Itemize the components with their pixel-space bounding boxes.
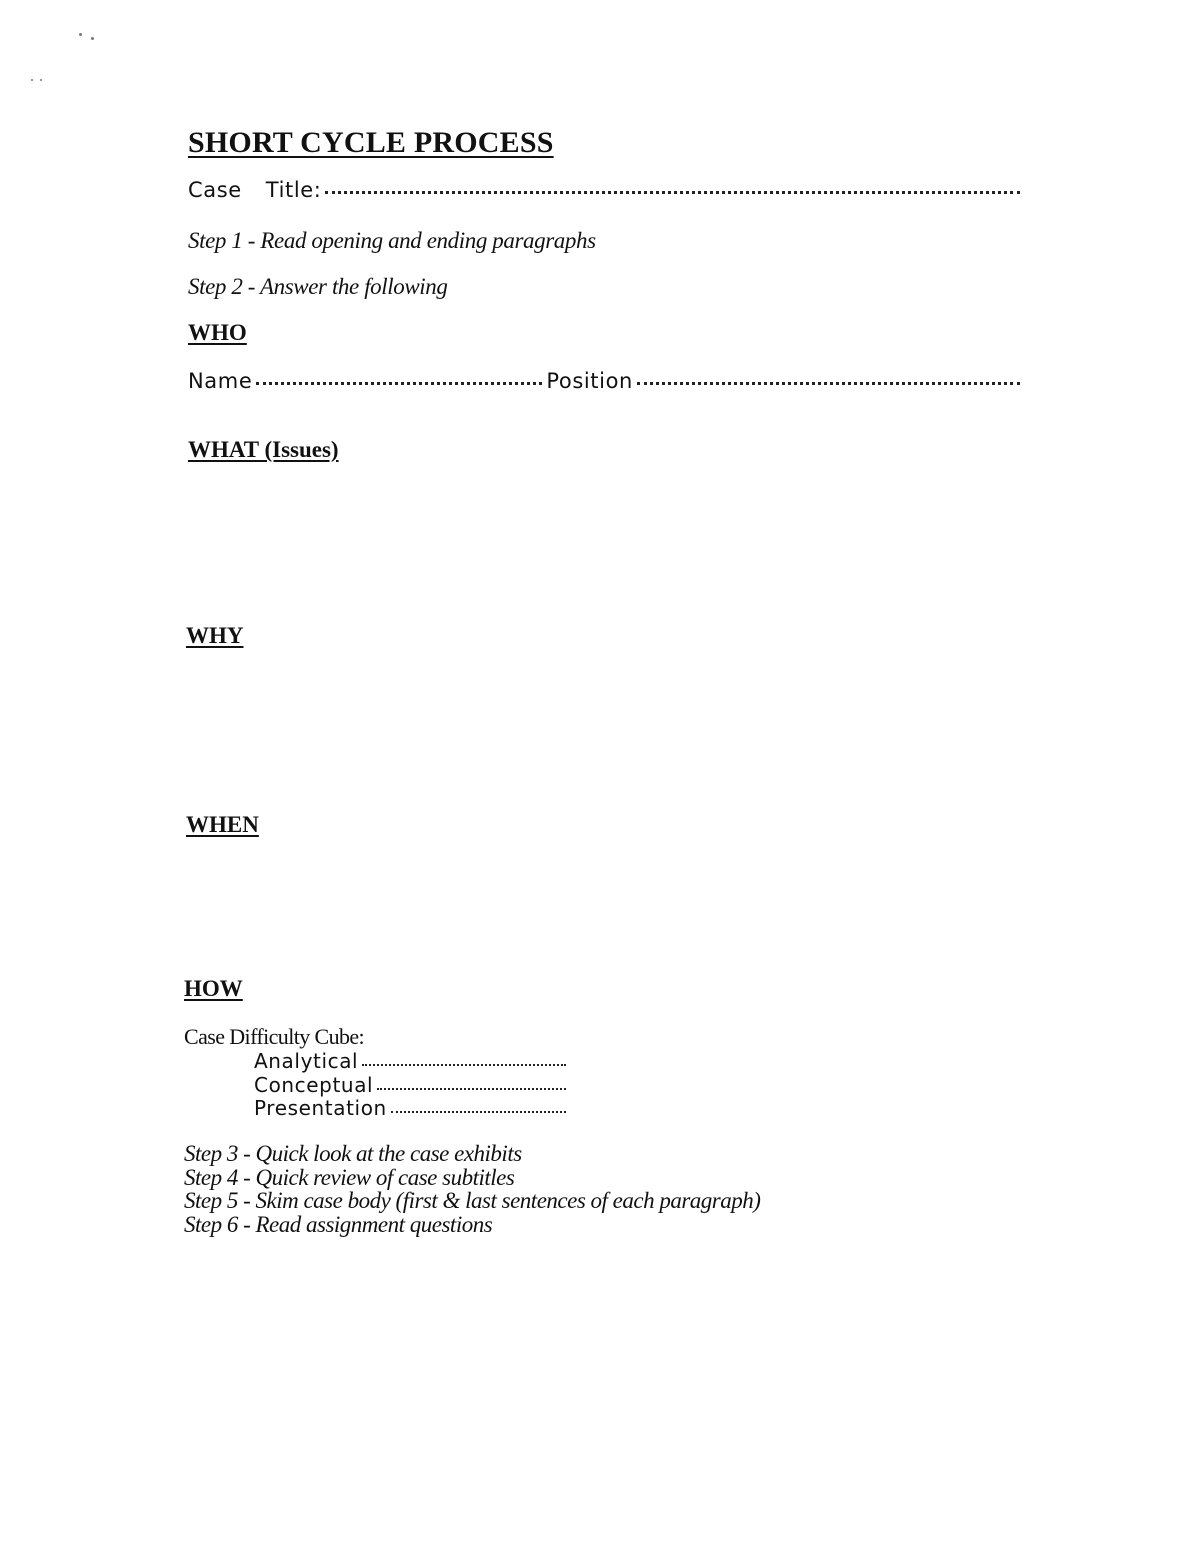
case-difficulty-cube-label: Case Difficulty Cube: bbox=[184, 1024, 365, 1049]
cube-item-dotted-line[interactable] bbox=[362, 1064, 566, 1066]
remaining-steps-list bbox=[184, 1142, 760, 1236]
step-5-text: Step 5 - Skim case body (first & last sentences of each paragraph) bbox=[184, 1188, 761, 1213]
title-label: Title: bbox=[265, 178, 322, 202]
name-label: Name bbox=[188, 369, 253, 393]
cube-item-conceptual[interactable] bbox=[254, 1073, 566, 1097]
when-heading: WHEN bbox=[186, 812, 259, 837]
case-title-field[interactable] bbox=[188, 178, 1020, 202]
case-title-dotted-line[interactable] bbox=[325, 191, 1020, 194]
why-heading: WHY bbox=[186, 623, 244, 648]
step-1-text: Step 1 - Read opening and ending paragraphs bbox=[188, 228, 596, 253]
cube-item-label: Presentation bbox=[254, 1096, 387, 1120]
name-position-field[interactable] bbox=[188, 369, 1020, 393]
cube-item-analytical[interactable] bbox=[254, 1049, 566, 1073]
cube-item-presentation[interactable] bbox=[254, 1096, 566, 1120]
step-3-text: Step 3 - Quick look at the case exhibits bbox=[184, 1141, 522, 1166]
name-dotted-line[interactable] bbox=[256, 382, 542, 385]
step-4-text: Step 4 - Quick review of case subtitles bbox=[184, 1164, 515, 1190]
scan-speck bbox=[40, 79, 42, 81]
scan-speck bbox=[91, 37, 94, 40]
position-dotted-line[interactable] bbox=[637, 382, 1020, 385]
scan-speck bbox=[31, 79, 33, 81]
document-title: SHORT CYCLE PROCESS bbox=[188, 126, 554, 159]
scan-speck bbox=[79, 33, 82, 36]
how-heading: HOW bbox=[184, 976, 243, 1001]
cube-item-dotted-line[interactable] bbox=[391, 1111, 566, 1113]
what-heading: WHAT (Issues) bbox=[188, 437, 339, 462]
who-heading: WHO bbox=[188, 320, 247, 345]
step-2-text: Step 2 - Answer the following bbox=[188, 274, 448, 299]
cube-item-label: Analytical bbox=[254, 1049, 359, 1073]
cube-item-label: Conceptual bbox=[254, 1073, 374, 1097]
cube-item-dotted-line[interactable] bbox=[377, 1088, 566, 1090]
case-label: Case bbox=[188, 178, 242, 202]
position-label: Position bbox=[546, 369, 633, 393]
step-6-text: Step 6 - Read assignment questions bbox=[184, 1211, 493, 1237]
